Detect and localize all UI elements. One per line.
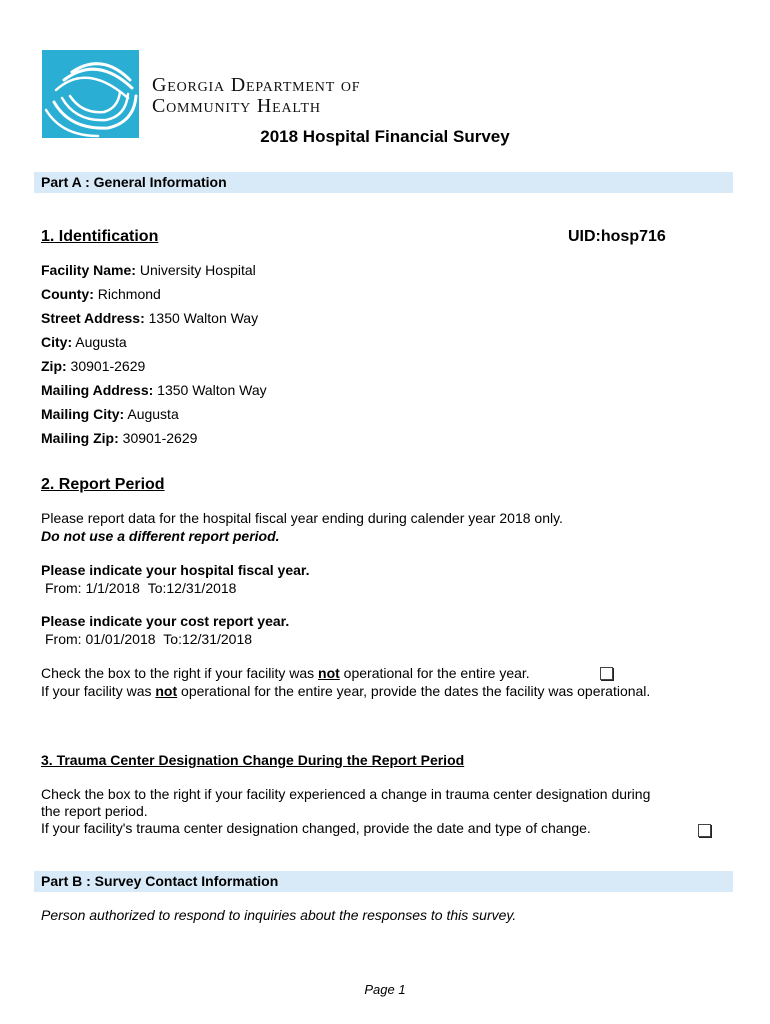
not-operational-check-text: Check the box to the right if your facility was not operational for the entire year.	[41, 665, 530, 681]
street-address-field: Street Address: 1350 Walton Way	[41, 310, 259, 326]
facility-name-field: Facility Name: University Hospital	[41, 262, 256, 278]
fiscal-year-prompt: Please indicate your hospital fiscal year.	[41, 562, 310, 578]
part-b-header	[34, 871, 733, 892]
uid-label: UID:hosp716	[568, 228, 666, 245]
not-operational-checkbox[interactable]	[600, 667, 613, 680]
mailing-city-field: Mailing City: Augusta	[41, 406, 179, 422]
city-field: City: Augusta	[41, 334, 127, 350]
org-name-line2: Community Health	[152, 95, 321, 117]
report-period-instruction: Please report data for the hospital fiscal year ending during calender year 2018 only.	[41, 510, 563, 526]
county-field: County: Richmond	[41, 286, 161, 302]
trauma-instruction-line3: If your facility's trauma center designation changed, provide the date and type of change.	[41, 820, 591, 836]
part-a-header	[34, 172, 733, 193]
not-operational-dates-text: If your facility was not operational for the entire year, provide the dates the facility was operational.	[41, 683, 651, 699]
fiscal-year-range	[45, 580, 236, 596]
cost-to: To:12/31/2018	[163, 631, 253, 647]
fiscal-to: To:12/31/2018	[147, 580, 237, 596]
part-b-label: Part B : Survey Contact Information	[41, 873, 279, 889]
report-period-warning: Do not use a different report period.	[41, 528, 280, 544]
cost-from: From: 01/01/2018	[45, 631, 156, 647]
trauma-change-checkbox[interactable]	[698, 824, 711, 837]
trauma-instruction-line1: Check the box to the right if your facility experienced a change in trauma center designation during	[41, 786, 651, 802]
trauma-heading: 3. Trauma Center Designation Change During the Report Period	[41, 752, 465, 768]
identification-heading: 1. Identification	[41, 228, 159, 245]
page-number: Page 1	[364, 982, 406, 997]
cost-report-range	[45, 631, 252, 647]
mailing-address-field: Mailing Address: 1350 Walton Way	[41, 382, 267, 398]
org-name-line1: Georgia Department of	[152, 74, 361, 96]
zip-field: Zip: 30901-2629	[41, 358, 146, 374]
part-a-label: Part A : General Information	[41, 174, 227, 190]
cost-report-prompt: Please indicate your cost report year.	[41, 613, 290, 629]
report-period-heading: 2. Report Period	[41, 476, 165, 493]
dch-swirl-logo-icon	[42, 50, 139, 138]
contact-note: Person authorized to respond to inquiries about the responses to this survey.	[41, 907, 517, 923]
trauma-instruction-line2: the report period.	[41, 803, 148, 819]
fiscal-from: From: 1/1/2018	[45, 580, 140, 596]
mailing-zip-field: Mailing Zip: 30901-2629	[41, 430, 198, 446]
page-title: 2018 Hospital Financial Survey	[260, 127, 510, 146]
